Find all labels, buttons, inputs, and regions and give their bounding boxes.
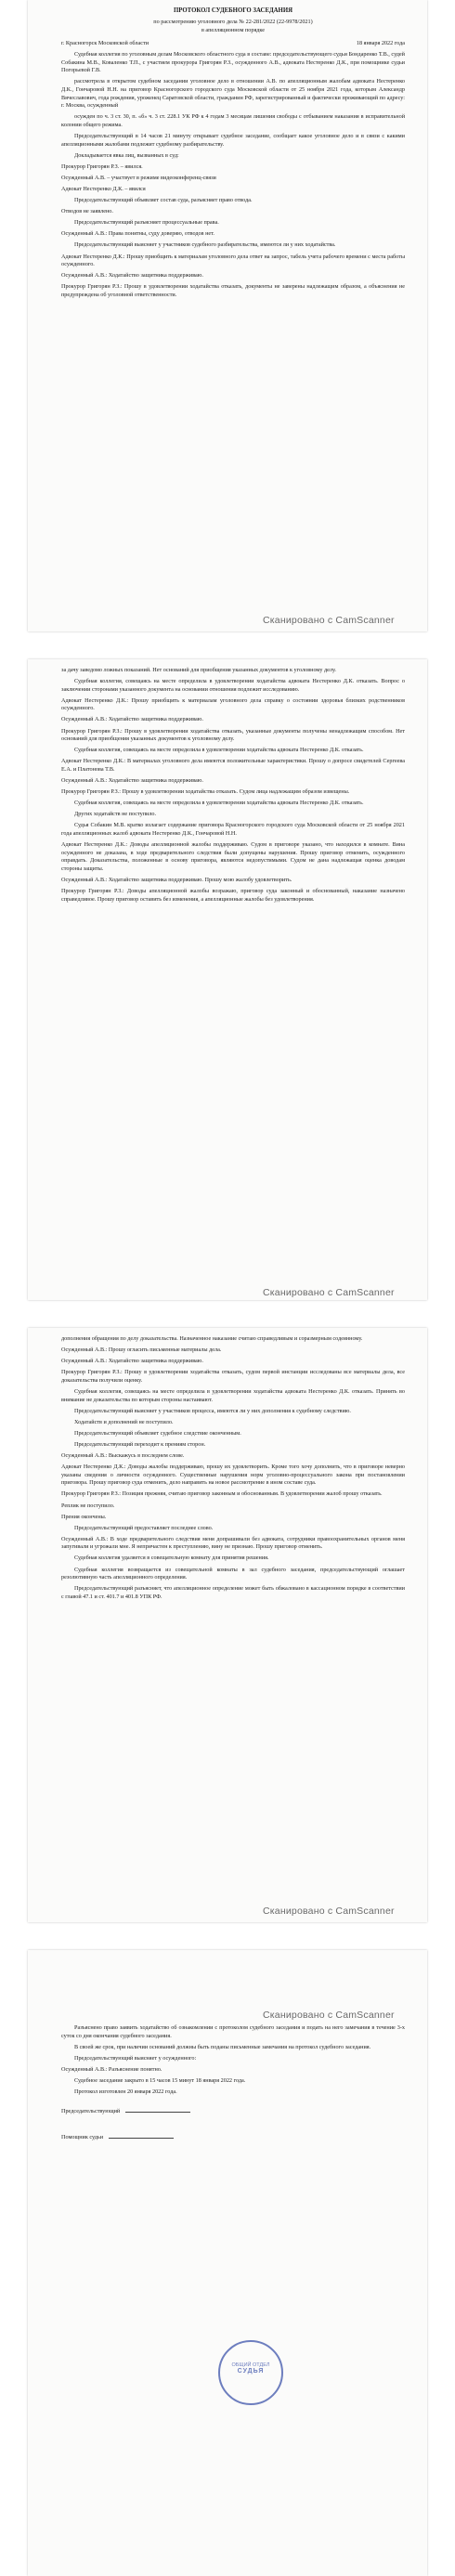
paragraph: Осужденный А.В.: Ходатайство защитника поддерживаю. Прошу мою жалобу удовлетворить.	[61, 876, 292, 883]
paragraph: дополнения обращения по делу доказательства. Назначенное наказание считаю справедливым и соразмерным содеянному.	[61, 1335, 363, 1342]
camscanner-watermark: Сканировано с CamScanner	[263, 1906, 395, 1917]
paragraph: Председательствующий разъясняет процессуальные права.	[74, 219, 219, 227]
paragraph: Осужденный А.В.: Ходатайство защитника поддерживаю.	[61, 777, 203, 785]
document-page-2	[28, 659, 427, 1300]
paragraph: Прения окончены.	[61, 1513, 107, 1520]
paragraph: рассмотрела в открытом судебном заседании уголовное дело в отношении А.В. по апелляционным жалобам адвоката Нестеренко Д.К., Гончаровой Н.Н. на приговор Красногорского городского суда Московской области от 25 ноября 2021 года, которым Александр Вячеславович, года рождения, уроженец Саратовской области, гражданин РФ, зарегистрированный и фактически проживающий по адресу: г. Москва, осужденный	[61, 78, 405, 110]
paragraph: Осужденный А.В.: В ходе предварительного следствия меня допрашивали без адвоката, сотрудники правоохранительных органов меня запугивали и угрожали мне. Я непричастен к преступлению, вину не признаю. Прошу приговор отменить.	[61, 1535, 405, 1551]
paragraph: Отводов не заявлено.	[61, 208, 113, 215]
paragraph: Председательствующий объявляет состав суда, разъясняет право отвода.	[74, 197, 253, 204]
paragraph: Судебная коллегия, совещаясь на месте определила в удовлетворении ходатайства адвоката Нестеренко Д.К. отказать.	[74, 800, 364, 807]
paragraph: Прокурор Григорян Р.З.: Позиция прежняя, считаю приговор законным и обоснованным. В удовлетворении жалоб прошу отказать.	[61, 1490, 383, 1498]
camscanner-watermark: Сканировано с CamScanner	[263, 1287, 395, 1298]
presiding-judge-label: Председательствующий	[61, 2107, 121, 2114]
paragraph: Адвокат Нестеренко Д.К.: Доводы апелляционной жалобы поддерживаю. Судом в приговоре указано, что находился в комнате. Вина осужденного не доказана, в ходе предварительного следствия были допущены нарушения. Прошу приговор отменить, осужденного оправдать. Доказательства, положенные в основу приговора, являются недопустимыми. Судом не дана надлежащая оценка доводам стороны защиты.	[61, 841, 405, 872]
signature-line-assistant	[61, 2134, 405, 2142]
paragraph: Осужденный А.В. – участвует в режиме видеоконференц-связи	[61, 174, 216, 181]
document-page-4	[28, 1950, 427, 2576]
paragraph: Судебное заседание закрыто в 15 часов 15 минут 18 января 2022 года.	[74, 2076, 246, 2084]
stamp-text: СУДЬЯ	[237, 2368, 265, 2374]
signature-line-presiding	[61, 2108, 405, 2116]
paragraph: Осужденный А.В.: Выскажусь в последнем слове.	[61, 1452, 185, 1460]
paragraph: Прокурор Григорян Р.З.: Прошу в удовлетворении ходатайства отказать, указанные документы получены ненадлежащим способом. Нет оснований для приобщения указанных документов к уголовному делу.	[61, 727, 405, 743]
paragraph: Прокурор Григорян Р.З.: Доводы апелляционной жалобы возражаю, приговор суда законный и обоснованный, наказание назначено справедливое. Прошу приговор оставить без изменения, а апелляционные жалобы без удовлетворения.	[61, 888, 405, 903]
document-page-3	[28, 1328, 427, 1922]
paragraph: Осужденный А.В.: Ходатайство защитника поддерживаю.	[61, 716, 203, 723]
paragraph: Осужденный А.В.: Права понятны, суду доверяю, отводов нет.	[61, 230, 214, 238]
paragraph: В своей же срок, при наличии оснований должны быть поданы письменные замечания на протокол судебного заседания.	[74, 2043, 371, 2050]
camscanner-watermark: Сканировано с CamScanner	[263, 2010, 395, 2021]
paragraph: Адвокат Нестеренко Д.К. – явился	[61, 186, 146, 192]
paragraph: Других ходатайств не поступило.	[74, 811, 157, 818]
paragraph: Адвокат Нестеренко Д.К.: В материалах уголовного дела имеются положительные характеристики. Прошу о допросе свидетелей Сергеева Е.А. и Платонова Т.В.	[61, 758, 405, 773]
paragraph: Адвокат Нестеренко Д.К.: Прошу приобщить к материалам уголовного дела справку о состоянии здоровья близких родственников осужденного.	[61, 696, 405, 712]
paragraph: Председательствующий разъясняет, что апелляционное определение может быть обжаловано в кассационном порядке в соответствии с главой 47.1 и ст. 401.7 и 401.8 УПК РФ.	[61, 1585, 405, 1600]
paragraph: Осужденный А.В.: Прошу огласить письменные материалы дела.	[61, 1347, 222, 1354]
paragraph: Реплик не поступило.	[61, 1502, 115, 1509]
paragraph: Судебная коллегия, совещаясь на месте определила в удовлетворении ходатайства адвоката Нестеренко Д.К. отказать. Вопрос о заключении сторонами указанного документа на основании отношения подлежит исследованию.	[61, 678, 405, 693]
paragraph: Судебная коллегия возвращается из совещательной комнаты в зал судебного заседания, председательствующий оглашает резолютивную часть апелляционного определения.	[61, 1566, 405, 1581]
signature-field	[109, 2138, 174, 2139]
paragraph: Докладывается явка лиц, вызванных в суд:	[74, 151, 179, 159]
assistant-label: Помощник судьи	[61, 2134, 104, 2141]
protocol-subtitle: по рассмотрению уголовного дела № 22-281/2022 (22-9978/2021)	[153, 19, 313, 26]
paragraph: Прокурор Григорян Р.З.: Прошу в удовлетворении ходатайства отказать, документы не заверены надлежащим образом, а объяснения не предупреждена об уголовной ответственности.	[61, 283, 405, 298]
paragraph: Прокурор Григорян Р.З.: Прошу в удовлетворении ходатайства отказать, судом первой инстанции исследованы все материалы дела, все доказательства получили оценку.	[61, 1369, 405, 1384]
signature-field	[125, 2112, 190, 2113]
protocol-title: ПРОТОКОЛ СУДЕБНОГО ЗАСЕДАНИЯ	[173, 7, 293, 14]
protocol-subtitle-2: в апелляционном порядке	[201, 27, 266, 33]
paragraph: Председательствующий предоставляет последнее слово.	[74, 1524, 214, 1531]
paragraph: Протокол изготовлен 20 января 2022 года.	[74, 2088, 177, 2096]
paragraph: Разъяснено право заявить ходатайство об ознакомлении с протоколом судебного заседания и подать на него замечания в течение 3-х суток со дня окончания судебного заседания.	[61, 2024, 405, 2039]
paragraph: Судебная коллегия удаляется в совещательную комнату для принятия решения.	[74, 1555, 269, 1562]
paragraph: за дачу заведомо ложных показаний. Нет оснований для приобщения указанных документов к уголовному делу.	[61, 667, 336, 673]
paragraph: Председательствующий объявляет судебное следствие оконченным.	[74, 1429, 241, 1437]
paragraph: Адвокат Нестеренко Д.К.: Доводы жалобы поддерживаю, прошу их удовлетворить. Кроме того хочу дополнить, что в приговоре неверно указаны сведения о личности осужденного. Существенные нарушения норм уголовно-процессуального закона при постановлении приговора. Прошу приговор суда отменить, дело направить на новое рассмотрение в ином составе суда.	[61, 1464, 405, 1487]
paragraph: Осужденный А.В.: Ходатайство защитника поддерживаю.	[61, 272, 203, 280]
paragraph: Председательствующий выясняет у осужденного:	[74, 2054, 197, 2062]
paragraph: Осужденный А.В.: Ходатайство защитника поддерживаю.	[61, 1358, 203, 1365]
paragraph: Судебная коллегия, совещаясь на месте определила в удовлетворении ходатайства адвоката Нестеренко Д.К. отказать.	[74, 747, 364, 754]
document-page-1	[28, 0, 427, 631]
paragraph: Судебная коллегия, совещаясь на месте определила в удовлетворении ходатайства адвоката Нестеренко Д.К. отказать. Принять во внимание не доказательства по которым стороны настаивают.	[61, 1387, 405, 1403]
paragraph: Прокурор Григорян Р.З.: Прошу в удовлетворении ходатайства отказать. Судом лица надлежащим образом извещены.	[61, 788, 350, 796]
paragraph: Ходатайств и дополнений не поступило.	[74, 1418, 174, 1425]
paragraph: осужден по ч. 3 ст. 30, п. «б» ч. 3 ст. 228.1 УК РФ к 4 годам 3 месяцам лишения свободы с отбыванием наказания в исправительной колонии общего режима.	[61, 113, 405, 128]
place-line: г. Красногорск Московской области	[61, 39, 150, 46]
paragraph: Председательствующий выясняет у участников процесса, имеются ли у них дополнения к судебному следствию.	[74, 1407, 351, 1414]
paragraph: Председательствующий в 14 часов 21 минуту открывает судебное заседание, сообщает какое уголовное дело и в связи с какими апелляционными жалобами подлежит судебному разбирательству.	[61, 133, 405, 148]
paragraph: Осужденный А.В.: Разъяснение понятно.	[61, 2065, 162, 2073]
stamp-text: ОБЩИЙ ОТДЕЛ	[231, 2362, 270, 2368]
paragraph: Председательствующий выясняет у участников судебного разбирательства, имеются ли у них ходатайства.	[74, 241, 336, 249]
paragraph: Судебная коллегия по уголовным делам Московского областного суда в составе: председательствующего судьи Бондаренко Т.В., судей Собакина М.В., Коваленко Т.П., с участием прокурора Григорян Р.З., осужденного А.В., адвоката Нестеренко Д.К., при помощнике судьи Погорьевой Г.В.	[61, 51, 405, 74]
court-stamp	[218, 2340, 283, 2405]
paragraph: Судья Собакин М.В. кратко излагает содержание приговора Красногорского городского суда Московской области от 25 ноября 2021 года апелляционных жалоб адвоката Нестеренко Д.К., Гончаровой Н.Н.	[61, 822, 405, 837]
paragraph: Адвокат Нестеренко Д.К.: Прошу приобщить к материалам уголовного дела ответ на запрос, табель учета рабочего времени с места работы осужденного.	[61, 253, 405, 268]
date-line: 18 января 2022 года	[356, 39, 405, 46]
camscanner-watermark: Сканировано с CamScanner	[263, 615, 395, 626]
paragraph: Прокурор Григорян Р.З. – явился.	[61, 163, 143, 170]
paragraph: Председательствующий переходит к прениям сторон.	[74, 1440, 206, 1448]
